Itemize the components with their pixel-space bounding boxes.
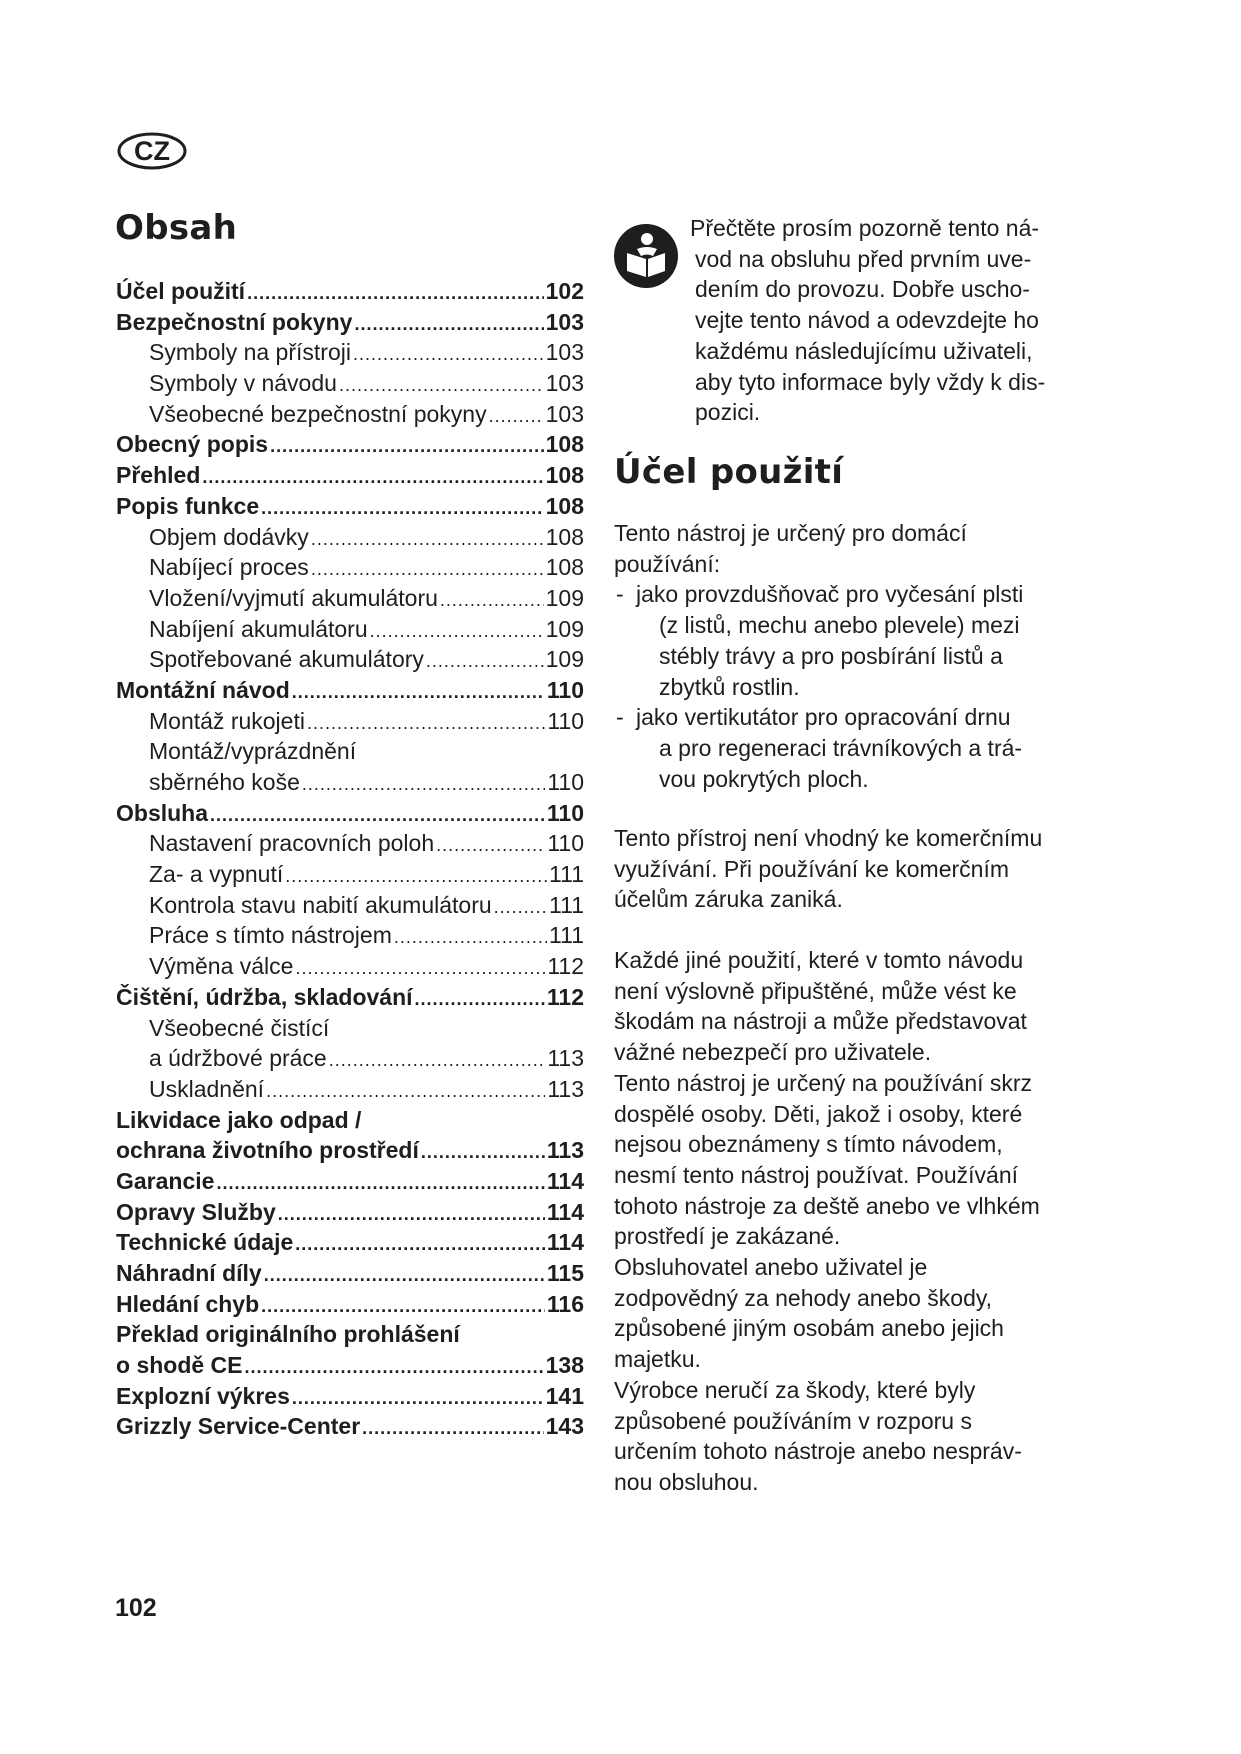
- toc-entry: [116, 736, 584, 767]
- toc-entry-page: 116: [546, 1290, 584, 1317]
- note-line: každému následujícímu uživateli,: [695, 337, 1033, 364]
- paragraph-line: účelům záruka zaniká.: [614, 886, 843, 913]
- toc-leader-dots: [339, 370, 544, 401]
- toc-entry-page: 113: [547, 1045, 584, 1072]
- paragraph-line: určením tohoto nástroje anebo nespráv-: [614, 1438, 1022, 1465]
- toc-entry-label: Popis funkce: [116, 492, 260, 519]
- toc-entry: [116, 368, 584, 399]
- toc-entry: [116, 337, 584, 368]
- toc-entry: [116, 859, 584, 890]
- toc-leader-dots: [295, 1229, 545, 1260]
- toc-entry: [116, 429, 584, 460]
- toc-leader-dots: [278, 1199, 545, 1230]
- toc-entry-label: o shodě CE: [116, 1352, 243, 1379]
- toc-entry-page: 108: [545, 492, 584, 519]
- bullet-line: zbytků rostlin.: [659, 673, 800, 700]
- paragraph-line: škodám na nástroji a může představovat: [614, 1008, 1027, 1035]
- paragraph-line: vážné nebezpečí pro uživatele.: [614, 1039, 932, 1066]
- paragraph-line: zodpovědný za nehody anebo škody,: [614, 1284, 993, 1311]
- toc-entry: [116, 1289, 584, 1320]
- toc-leader-dots: [210, 800, 545, 831]
- toc-entry-page: 115: [546, 1260, 584, 1286]
- toc-entry-label: Obsluha: [116, 799, 209, 826]
- toc-leader-dots: [245, 1352, 544, 1383]
- toc-entry-label: Kontrola stavu nabití akumulátoru: [149, 891, 492, 918]
- paragraph-line: dospělé osoby. Děti, jakož i osoby, které: [614, 1100, 1023, 1127]
- toc-entry-page: 110: [547, 707, 584, 734]
- toc-entry-page: 113: [546, 1137, 584, 1164]
- bullet-item: [614, 579, 1094, 610]
- paragraph-line: tohoto nástroje za deště anebo ve vlhkém: [614, 1192, 1040, 1219]
- paragraph-line: nesmí tento nástroj používat. Používání: [614, 1161, 1019, 1188]
- note-line: vejte tento návod a odevzdejte ho: [695, 307, 1039, 334]
- paragraph-line: nou obsluhou.: [614, 1468, 759, 1495]
- toc-leader-dots: [494, 892, 547, 923]
- toc-leader-dots: [295, 953, 545, 984]
- toc-entry: [116, 307, 584, 338]
- toc-entry-page: 110: [547, 830, 584, 857]
- toc-entry-page: 112: [547, 953, 584, 980]
- toc-entry-page: 114: [546, 1229, 584, 1256]
- toc-entry-label: Grizzly Service-Center: [116, 1413, 361, 1440]
- toc-entry-page: 108: [545, 523, 584, 550]
- toc-leader-dots: [202, 462, 543, 493]
- toc-entry: [116, 1227, 584, 1258]
- toc-entry: [116, 828, 584, 859]
- toc-entry: [116, 491, 584, 522]
- toc-entry-page: 103: [545, 339, 584, 366]
- toc-entry: [116, 1411, 584, 1442]
- toc-entry: [116, 1105, 584, 1136]
- language-badge-text: CZ: [134, 136, 170, 166]
- toc-leader-dots: [264, 1260, 545, 1291]
- note-line: vod na obsluhu před prvním uve-: [695, 245, 1032, 272]
- toc-entry: [116, 1074, 584, 1105]
- bullet-line: jako provzdušňovač pro vyčesání plsti: [636, 581, 1024, 608]
- toc-entry-label: Vložení/vyjmutí akumulátoru: [149, 584, 438, 611]
- paragraph-line: majetku.: [614, 1346, 701, 1373]
- paragraph-line: Výrobce neručí za škody, které byly: [614, 1376, 976, 1403]
- paragraph-line: prostředí je zakázané.: [614, 1223, 841, 1250]
- toc-leader-dots: [489, 401, 544, 432]
- toc-entry-page: 103: [545, 370, 584, 397]
- toc-leader-dots: [311, 524, 544, 555]
- toc-entry-page: 111: [549, 891, 584, 918]
- toc-entry-page: 143: [545, 1413, 584, 1440]
- toc-leader-dots: [353, 339, 544, 370]
- toc-entry-page: 102: [545, 278, 584, 304]
- toc-entry: [116, 522, 584, 553]
- toc-entry: [116, 1043, 584, 1074]
- toc-entry-page: 103: [545, 400, 584, 427]
- paragraph-line: používání:: [614, 550, 721, 577]
- toc-entry: [116, 1258, 584, 1289]
- toc-entry-page: 110: [546, 676, 584, 703]
- toc-entry: [116, 890, 584, 921]
- toc-entry-label: Práce s tímto nástrojem: [149, 922, 392, 949]
- toc-leader-dots: [285, 861, 547, 892]
- toc-entry-page: 141: [545, 1382, 584, 1409]
- paragraph-line: využívání. Při používání ke komerčním: [614, 855, 1009, 882]
- toc-leader-dots: [307, 708, 545, 739]
- bullet-line: vou pokrytých ploch.: [659, 765, 869, 792]
- toc-leader-dots: [436, 830, 545, 861]
- purpose-title: Účel použití: [614, 452, 844, 492]
- toc-entry-page: 114: [546, 1167, 584, 1194]
- toc-entry-label: Nabíjecí proces: [149, 554, 309, 581]
- toc-entry-label: Překlad originálního prohlášení: [116, 1321, 460, 1348]
- toc-leader-dots: [362, 1413, 543, 1444]
- toc-entry-label: Všeobecné bezpečnostní pokyny: [149, 400, 487, 427]
- note-line: Přečtěte prosím pozorně tento ná-: [690, 215, 1040, 241]
- bullet-line: jako vertikutátor pro opracování drnu: [636, 704, 1011, 731]
- toc-entry: [116, 1381, 584, 1412]
- toc-leader-dots: [329, 1045, 546, 1076]
- toc-entry: [116, 614, 584, 645]
- toc-entry: [116, 798, 584, 829]
- toc-entry-page: 108: [545, 554, 584, 581]
- toc-entry: [116, 982, 584, 1013]
- toc-leader-dots: [421, 1137, 545, 1168]
- note-line: dením do provozu. Dobře uscho-: [695, 276, 1030, 303]
- toc-entry-label: Symboly na přístroji: [149, 339, 351, 366]
- toc-entry: [116, 1197, 584, 1228]
- paragraph-line: Tento nástroj je určený na používání skrz: [614, 1069, 1033, 1096]
- toc-leader-dots: [354, 309, 543, 340]
- paragraph-line: Tento nástroj je určený pro domácí: [614, 520, 967, 546]
- toc-entry: [116, 644, 584, 675]
- toc-entry: [116, 399, 584, 430]
- toc-entry-label: Účel použití: [116, 278, 246, 304]
- toc-entry-label: Všeobecné čistící: [149, 1014, 330, 1041]
- bullet-item: [614, 702, 1094, 733]
- toc-entry-page: 109: [545, 615, 584, 642]
- toc-entry-page: 111: [549, 861, 584, 888]
- toc-entry: [116, 1319, 584, 1350]
- note-line: aby tyto informace byly vždy k dis-: [695, 368, 1046, 395]
- paragraph-line: způsobené používáním v rozporu s: [614, 1407, 972, 1434]
- toc-entry: [116, 706, 584, 737]
- toc-entry-page: 108: [545, 462, 584, 489]
- toc-entry-page: 109: [545, 646, 584, 673]
- toc-entry-page: 110: [547, 769, 584, 795]
- bullet-dash: -: [616, 581, 624, 608]
- note-line: pozici.: [695, 399, 761, 426]
- paragraph-line: Obsluhovatel anebo uživatel je: [614, 1254, 928, 1281]
- toc-leader-dots: [370, 616, 544, 647]
- toc-entry-label: Opravy Služby: [116, 1198, 276, 1225]
- toc-leader-dots: [216, 1168, 544, 1199]
- toc-entry: [116, 1350, 584, 1381]
- bullet-line: stébly trávy a pro posbírání listů a: [659, 642, 1003, 669]
- toc-entry-page: 114: [546, 1198, 584, 1225]
- paragraph-line: nejsou obeznámeny s tímto návodem,: [614, 1131, 1003, 1158]
- toc-entry-label: Hledání chyb: [116, 1290, 260, 1317]
- bullet-line: (z listů, mechu anebo plevele) mezi: [659, 612, 1020, 639]
- toc-entry-page: 112: [546, 983, 584, 1010]
- toc-entry: [116, 1166, 584, 1197]
- toc-entry: [116, 675, 584, 706]
- other-use-paragraph: [614, 945, 1094, 1498]
- toc-entry-label: Nastavení pracovních poloh: [149, 830, 435, 857]
- toc-entry: [116, 583, 584, 614]
- toc-entry-label: Přehled: [116, 462, 201, 489]
- toc-entry-label: Objem dodávky: [149, 523, 309, 550]
- toc-entry-label: Uskladnění: [149, 1075, 265, 1102]
- toc-entry: [116, 920, 584, 951]
- toc-entry: [116, 552, 584, 583]
- toc-entry-page: 111: [549, 922, 584, 949]
- toc-entry-label: Čištění, údržba, skladování: [116, 983, 413, 1010]
- toc-leader-dots: [394, 922, 547, 953]
- toc-entry-page: 108: [545, 431, 584, 458]
- toc-entry: [116, 1135, 584, 1166]
- toc-entry-label: Likvidace jako odpad /: [116, 1106, 362, 1133]
- toc-leader-dots: [266, 1076, 545, 1107]
- commercial-use-paragraph: [614, 823, 1094, 915]
- toc-entry-label: Nabíjení akumulátoru: [149, 615, 368, 642]
- toc-leader-dots: [415, 984, 545, 1015]
- toc-leader-dots: [311, 554, 544, 585]
- toc-leader-dots: [261, 1291, 545, 1322]
- toc-entry-label: Technické údaje: [116, 1229, 294, 1256]
- toc-entry-label: sběrného koše: [149, 769, 300, 795]
- read-manual-icon: [613, 223, 679, 289]
- bullet-line: a pro regeneraci trávníkových a trá-: [659, 734, 1023, 761]
- toc-entry-page: 113: [547, 1075, 584, 1102]
- toc-entry: [116, 951, 584, 982]
- toc-entry-label: Explozní výkres: [116, 1382, 290, 1409]
- bullet-dash: -: [616, 704, 624, 731]
- toc-entry: [116, 460, 584, 491]
- page-number: 102: [115, 1594, 157, 1622]
- toc-leader-dots: [302, 769, 545, 800]
- toc-leader-dots: [440, 585, 544, 616]
- read-manual-note: [690, 213, 1090, 428]
- language-badge: [116, 131, 188, 171]
- toc-entry-label: Montáž/vyprázdnění: [149, 738, 357, 765]
- toc-entry-label: Spotřebované akumulátory: [149, 646, 424, 673]
- toc-entry: [116, 276, 584, 307]
- toc-entry: [116, 767, 584, 798]
- toc-entry-label: ochrana životního prostředí: [116, 1137, 419, 1164]
- table-of-contents: [116, 276, 584, 1442]
- toc-leader-dots: [247, 278, 544, 309]
- toc-leader-dots: [292, 677, 545, 708]
- toc-entry-label: Montáž rukojeti: [149, 707, 305, 734]
- toc-entry-label: Náhradní díly: [116, 1260, 262, 1286]
- toc-entry: [116, 1013, 584, 1044]
- toc-leader-dots: [270, 431, 544, 462]
- toc-entry-page: 109: [545, 584, 584, 611]
- toc-entry-label: Montážní návod: [116, 676, 290, 703]
- toc-entry-label: a údržbové práce: [149, 1045, 327, 1072]
- paragraph-line: Každé jiné použití, které v tomto návodu: [614, 947, 1024, 973]
- paragraph-line: není výslovně připuštěné, může vést ke: [614, 977, 1017, 1004]
- toc-entry-label: Bezpečnostní pokyny: [116, 308, 353, 335]
- paragraph-line: způsobené jiným osobám anebo jejich: [614, 1315, 1004, 1342]
- toc-entry-label: Garancie: [116, 1167, 215, 1194]
- toc-entry-page: 103: [545, 308, 584, 335]
- toc-entry-label: Symboly v návodu: [149, 370, 337, 397]
- toc-leader-dots: [261, 493, 543, 524]
- purpose-intro: [614, 518, 1094, 794]
- toc-entry-label: Obecný popis: [116, 431, 269, 458]
- toc-entry-label: Výměna válce: [149, 953, 294, 980]
- toc-leader-dots: [426, 646, 544, 677]
- toc-entry-page: 138: [545, 1352, 584, 1379]
- toc-title: Obsah: [115, 208, 238, 248]
- toc-entry-page: 110: [546, 799, 584, 826]
- paragraph-line: Tento přístroj není vhodný ke komerčnímu: [614, 825, 1043, 851]
- toc-entry-label: Za- a vypnutí: [149, 861, 284, 888]
- toc-leader-dots: [292, 1383, 544, 1414]
